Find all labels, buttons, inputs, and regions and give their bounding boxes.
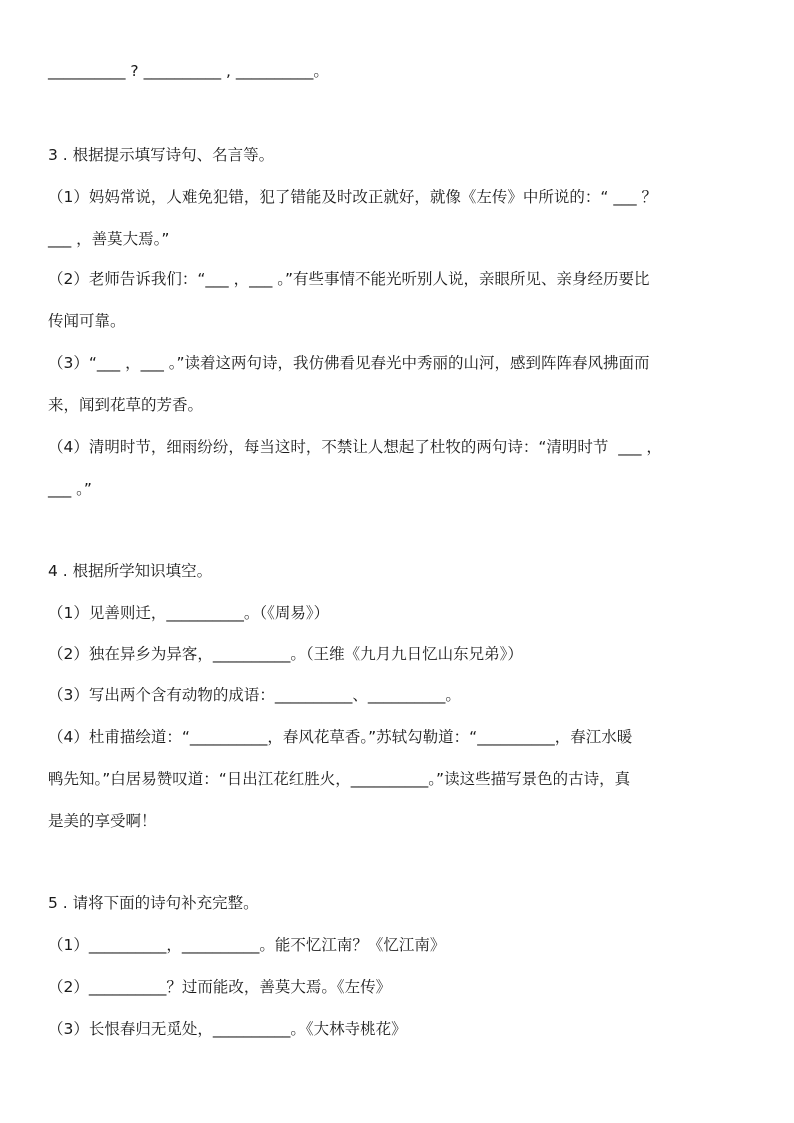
q3-1-line-1: （1）妈妈常说，人难免犯错，犯了错能及时改正就好，就像《左传》中所说的：“ ___ ？ — [48, 188, 657, 206]
q5-1-line: （1）__________，__________。能不忆江南？《忆江南》 — [48, 936, 446, 954]
q4-3-line: （3）写出两个含有动物的成语：__________、__________。 — [48, 686, 461, 704]
q3-2-line-1: （2）老师告诉我们：“___ ，___ 。”有些事情不能光听别人说，亲眼所见、亲身经历要比 — [48, 270, 650, 288]
q4-1-line: （1）见善则迁，__________。（《周易》） — [48, 604, 330, 622]
q3-4-line-2: ___ 。” — [48, 480, 92, 498]
q5-3-line: （3）长恨春归无觅处，__________。《大林寺桃花》 — [48, 1020, 407, 1038]
q3-1-line-2: ___ ，善莫大焉。” — [48, 230, 170, 248]
q4-4-line-1: （4）杜甫描绘道：“__________，春风花草香。”苏轼勾勒道：“__________，春江水暖 — [48, 728, 633, 746]
q4-4-line-2: 鸭先知。”白居易赞叹道：“日出江花红胜火，__________。”读这些描写景色的古诗，真 — [48, 770, 631, 788]
q3-3-line-2: 来，闻到花草的芳香。 — [48, 396, 204, 414]
q4-4-line-3: 是美的享受啊！ — [48, 812, 157, 830]
q3-4-line-1: （4）清明时节，细雨纷纷，每当这时，不禁让人想起了杜牧的两句诗：“清明时节 ___ ， — [48, 438, 662, 456]
q5-heading: 5 . 请将下面的诗句补充完整。 — [48, 894, 259, 912]
q3-2-line-2: 传闻可靠。 — [48, 312, 126, 330]
q3-3-line-1: （3）“___ ，___ 。”读着这两句诗，我仿佛看见春光中秀丽的山河，感到阵阵春风拂面而 — [48, 354, 650, 372]
q5-2-line: （2）__________？过而能改，善莫大焉。《左传》 — [48, 978, 392, 996]
q3-heading: 3 . 根据提示填写诗句、名言等。 — [48, 146, 275, 164]
q4-heading: 4 . 根据所学知识填空。 — [48, 562, 213, 580]
q2-tail-line: __________ ? __________ , __________。 — [48, 62, 329, 80]
q4-2-line: （2）独在异乡为异客，__________。（王维《九月九日忆山东兄弟》） — [48, 645, 523, 663]
